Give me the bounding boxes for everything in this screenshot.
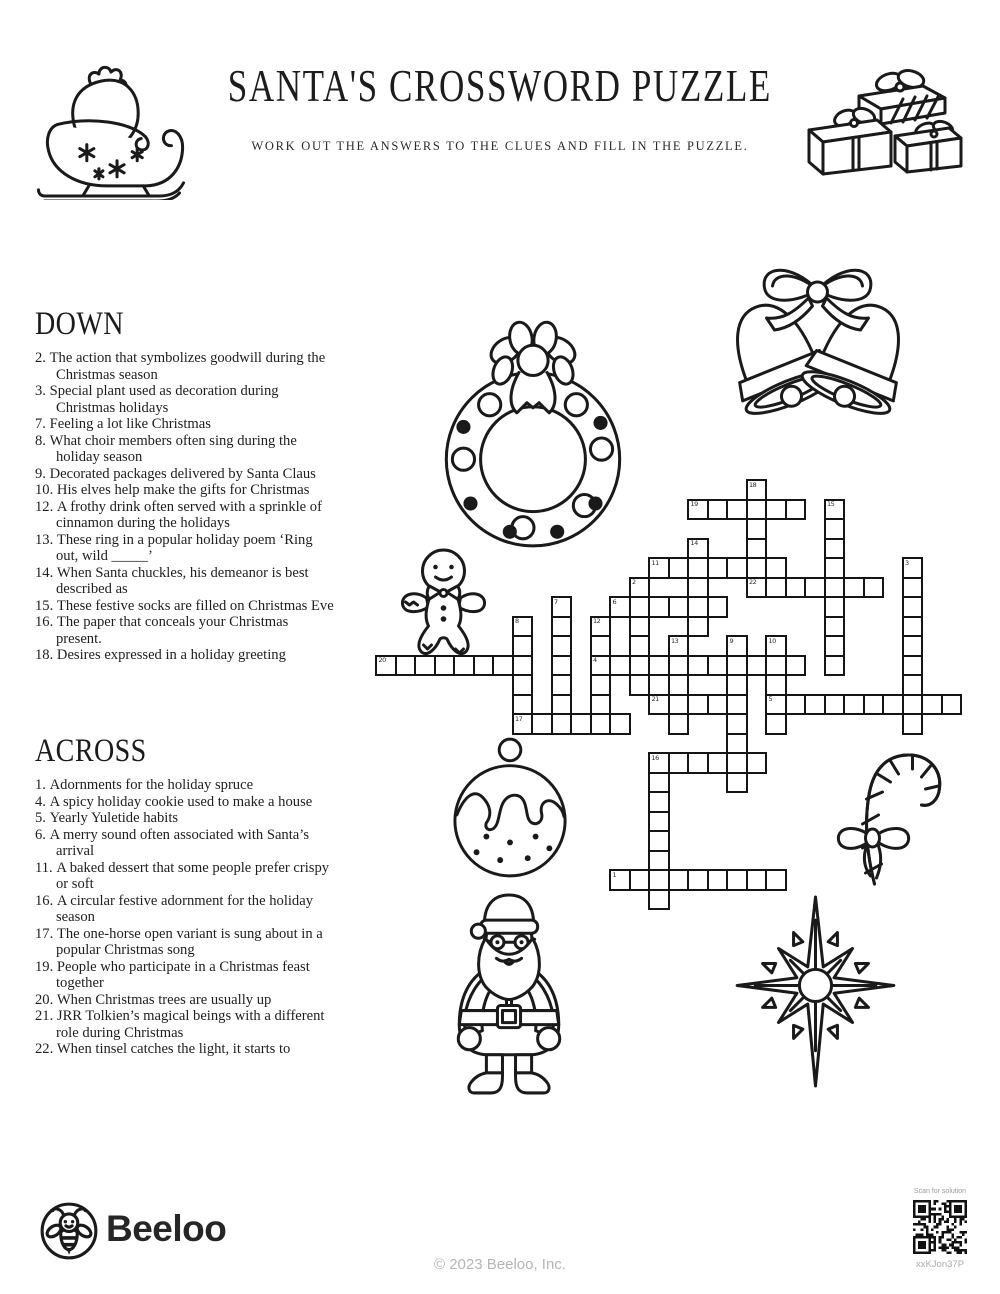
grid-cell[interactable] (492, 655, 514, 677)
grid-cell[interactable] (707, 694, 729, 716)
grid-cell[interactable] (668, 655, 690, 677)
clue-number: 15. (35, 597, 54, 614)
gingerbread-man-icon (393, 546, 494, 658)
grid-cell[interactable] (726, 674, 748, 696)
grid-cell[interactable] (590, 713, 612, 735)
grid-cell[interactable] (609, 596, 631, 618)
grid-cell[interactable] (746, 518, 768, 540)
grid-cell[interactable] (629, 616, 651, 638)
cell-number: 22 (749, 578, 757, 586)
wreath-icon (417, 308, 649, 562)
grid-cell[interactable] (590, 635, 612, 657)
clue-number: 10. (35, 482, 54, 498)
clue-item: 20. When Christmas trees are usually up (35, 991, 272, 1008)
grid-cell[interactable] (785, 694, 807, 716)
grid-cell[interactable] (726, 752, 748, 774)
grid-cell[interactable] (590, 674, 612, 696)
grid-cell[interactable] (765, 655, 787, 677)
grid-cell[interactable] (512, 694, 534, 716)
grid-cell[interactable] (648, 830, 670, 852)
grid-cell[interactable] (687, 577, 709, 599)
grid-cell[interactable] (726, 772, 748, 794)
grid-cell[interactable] (941, 694, 963, 716)
grid-cell[interactable] (902, 713, 924, 735)
grid-cell[interactable] (765, 635, 787, 657)
clue-number: 3. (35, 383, 46, 399)
grid-cell[interactable] (863, 577, 885, 599)
clue-number: 11. (35, 859, 53, 876)
grid-cell[interactable] (765, 557, 787, 579)
cell-number: 10 (768, 636, 776, 645)
down-heading: DOWN (35, 306, 124, 342)
grid-cell[interactable] (726, 499, 748, 521)
grid-cell[interactable] (824, 694, 846, 716)
grid-cell[interactable] (629, 655, 651, 677)
clue-number: 17. (35, 925, 54, 942)
cell-number: 7 (554, 597, 558, 606)
grid-cell[interactable] (746, 655, 768, 677)
cell-number: 12 (593, 617, 601, 625)
cell-number: 19 (690, 500, 698, 508)
page-title: SANTA'S CROSSWORD PUZZLE (227, 61, 773, 111)
grid-cell[interactable] (648, 655, 670, 677)
grid-cell[interactable] (648, 889, 670, 911)
ornament-icon (449, 732, 572, 882)
grid-cell[interactable] (551, 635, 573, 657)
grid-cell[interactable] (726, 694, 748, 716)
grid-cell[interactable] (609, 869, 631, 891)
cell-number: 6 (612, 597, 617, 606)
grid-cell[interactable] (726, 733, 748, 755)
down-clues-section (35, 306, 337, 664)
across-clue-list (35, 777, 337, 1058)
beeloo-bee-logo (38, 1200, 100, 1262)
cell-number: 1 (612, 870, 617, 879)
grid-cell[interactable] (609, 655, 631, 677)
grid-cell[interactable] (687, 499, 709, 521)
grid-cell[interactable] (882, 694, 904, 716)
grid-cell[interactable] (551, 674, 573, 696)
cell-number: 17 (515, 714, 523, 723)
cell-number: 4 (593, 656, 597, 664)
grid-cell[interactable] (785, 655, 807, 677)
clue-item: 1. Adornments for the holiday spruce (35, 777, 254, 793)
grid-cell[interactable] (765, 577, 787, 599)
grid-cell[interactable] (902, 635, 924, 657)
clue-item: 15. These festive socks are filled on Christmas Eve (35, 597, 334, 614)
cell-number: 3 (905, 558, 909, 567)
cell-number: 13 (671, 636, 679, 645)
candy-cane-icon (820, 736, 966, 898)
clue-item: 6. A merry sound often associated with Santa’s arrival (35, 826, 309, 859)
grid-cell[interactable] (668, 713, 690, 735)
grid-cell[interactable] (726, 635, 748, 657)
grid-cell[interactable] (687, 869, 709, 891)
clue-number: 12. (35, 498, 54, 515)
clue-item: 13. These ring in a popular holiday poem ‘Ring out, wild _____’ (35, 531, 313, 564)
copyright-text: © 2023 Beeloo, Inc. (434, 1256, 566, 1273)
cell-number: 5 (768, 695, 773, 703)
grid-cell[interactable] (707, 596, 729, 618)
clue-number: 22. (35, 1041, 54, 1057)
clue-number: 8. (35, 432, 46, 449)
grid-cell[interactable] (843, 694, 865, 716)
clue-number: 7. (35, 416, 46, 432)
grid-cell[interactable] (804, 694, 826, 716)
clue-number: 18. (35, 647, 54, 663)
across-clues-section (35, 733, 337, 1058)
grid-cell[interactable] (648, 811, 670, 833)
grid-cell[interactable] (824, 557, 846, 579)
grid-cell[interactable] (512, 674, 534, 696)
grid-cell[interactable] (765, 499, 787, 521)
jingle-bells-icon (690, 244, 946, 466)
star-of-bethlehem-icon (725, 890, 906, 1093)
grid-cell[interactable] (668, 596, 690, 618)
grid-cell[interactable] (804, 577, 826, 599)
grid-cell[interactable] (902, 674, 924, 696)
grid-cell[interactable] (902, 655, 924, 677)
down-clue-list (35, 350, 337, 664)
clue-number: 2. (35, 350, 46, 366)
grid-cell[interactable] (746, 557, 768, 579)
grid-cell[interactable] (765, 674, 787, 696)
santa-icon (436, 890, 582, 1106)
grid-cell[interactable] (687, 596, 709, 618)
grid-cell[interactable] (687, 538, 709, 560)
clue-number: 4. (35, 793, 46, 810)
grid-cell[interactable] (551, 694, 573, 716)
qr-code-id: xxKJon37P (915, 1259, 965, 1270)
cell-number: 11 (651, 558, 659, 567)
grid-cell[interactable] (785, 577, 807, 599)
grid-cell[interactable] (551, 596, 573, 618)
grid-cell[interactable] (707, 752, 729, 774)
cell-number: 14 (690, 539, 698, 547)
grid-cell[interactable] (765, 694, 787, 716)
grid-cell[interactable] (765, 869, 787, 891)
grid-cell[interactable] (726, 869, 748, 891)
clue-item: 9. Decorated packages delivered by Santa Claus (35, 465, 316, 482)
grid-cell[interactable] (707, 499, 729, 521)
page-subtitle: WORK OUT THE ANSWERS TO THE CLUES AND FILL IN THE PUZZLE. (251, 139, 749, 153)
grid-cell[interactable] (687, 616, 709, 638)
grid-cell[interactable] (843, 577, 865, 599)
cell-number: 8 (515, 617, 519, 625)
grid-cell[interactable] (629, 869, 651, 891)
clue-item: 11. A baked dessert that some people prefer crispy or soft (35, 859, 330, 892)
clue-item: 19. People who participate in a Christmas feast together (35, 958, 310, 991)
grid-cell[interactable] (687, 655, 709, 677)
clue-item: 3. Special plant used as decoration during Christmas holidays (35, 383, 279, 416)
gift-boxes-icon (797, 66, 967, 178)
grid-cell[interactable] (609, 713, 631, 735)
cell-number: 9 (729, 636, 734, 645)
clue-item: 14. When Santa chuckles, his demeanor is best described as (35, 564, 309, 597)
grid-cell[interactable] (707, 655, 729, 677)
cell-number: 21 (651, 695, 659, 703)
clue-number: 5. (35, 810, 46, 826)
clue-number: 14. (35, 564, 54, 581)
clue-number: 9. (35, 465, 46, 482)
grid-cell[interactable] (570, 713, 592, 735)
clue-number: 1. (35, 777, 46, 793)
clue-item: 7. Feeling a lot like Christmas (35, 416, 211, 432)
grid-cell[interactable] (668, 752, 690, 774)
grid-cell[interactable] (921, 694, 943, 716)
grid-cell[interactable] (590, 655, 612, 677)
grid-cell[interactable] (590, 616, 612, 638)
clue-item: 22. When tinsel catches the light, it starts to (35, 1041, 291, 1057)
grid-cell[interactable] (824, 655, 846, 677)
grid-cell[interactable] (824, 577, 846, 599)
cell-number: 15 (827, 500, 835, 508)
grid-cell[interactable] (648, 694, 670, 716)
clue-number: 6. (35, 826, 46, 843)
qr-scan-label: Scan for solution (913, 1188, 967, 1195)
grid-cell[interactable] (668, 674, 690, 696)
grid-cell[interactable] (648, 596, 670, 618)
clue-item: 17. The one-horse open variant is sung about in a popular Christmas song (35, 925, 323, 958)
grid-cell[interactable] (687, 694, 709, 716)
grid-cell[interactable] (648, 772, 670, 794)
grid-cell[interactable] (687, 752, 709, 774)
grid-cell[interactable] (629, 577, 651, 599)
clue-item: 10. His elves help make the gifts for Christmas (35, 482, 310, 498)
grid-cell[interactable] (824, 538, 846, 560)
grid-cell[interactable] (824, 518, 846, 540)
grid-cell[interactable] (726, 713, 748, 735)
grid-cell[interactable] (551, 616, 573, 638)
clue-number: 16. (35, 614, 54, 630)
grid-cell[interactable] (629, 674, 651, 696)
grid-cell[interactable] (629, 596, 651, 618)
qr-code (913, 1200, 967, 1254)
grid-cell[interactable] (902, 557, 924, 579)
grid-cell[interactable] (707, 869, 729, 891)
grid-cell[interactable] (512, 616, 534, 638)
grid-cell[interactable] (687, 557, 709, 579)
clue-item: 21. JRR Tolkien’s magical beings with a different role during Christmas (35, 1008, 325, 1041)
grid-cell[interactable] (648, 791, 670, 813)
cell-number: 2 (632, 578, 636, 586)
grid-cell[interactable] (668, 635, 690, 657)
grid-cell[interactable] (746, 538, 768, 560)
grid-cell[interactable] (746, 869, 768, 891)
clue-number: 13. (35, 531, 54, 548)
cell-number: 20 (378, 656, 386, 664)
grid-cell[interactable] (824, 596, 846, 618)
clue-number: 20. (35, 991, 54, 1008)
clue-number: 16. (35, 892, 54, 909)
clue-number: 19. (35, 958, 54, 975)
grid-cell[interactable] (668, 557, 690, 579)
grid-cell[interactable] (590, 694, 612, 716)
grid-cell[interactable] (824, 616, 846, 638)
grid-cell[interactable] (746, 499, 768, 521)
grid-cell[interactable] (726, 655, 748, 677)
cell-number: 18 (749, 480, 757, 489)
grid-cell[interactable] (648, 850, 670, 872)
grid-cell[interactable] (512, 655, 534, 677)
clue-number: 21. (35, 1008, 54, 1024)
grid-cell[interactable] (629, 635, 651, 657)
grid-cell[interactable] (902, 577, 924, 599)
grid-cell[interactable] (765, 713, 787, 735)
grid-cell[interactable] (551, 655, 573, 677)
grid-cell[interactable] (824, 635, 846, 657)
grid-cell[interactable] (824, 499, 846, 521)
grid-cell[interactable] (902, 596, 924, 618)
grid-cell[interactable] (648, 557, 670, 579)
grid-cell[interactable] (707, 557, 729, 579)
grid-cell[interactable] (746, 479, 768, 501)
clue-item: 18. Desires expressed in a holiday greeting (35, 647, 286, 663)
clue-item: 16. A circular festive adornment for the holiday season (35, 892, 314, 925)
clue-item: 8. What choir members often sing during the holiday season (35, 432, 297, 465)
brand-name: Beeloo (106, 1208, 227, 1249)
grid-cell[interactable] (863, 694, 885, 716)
clue-item: 2. The action that symbolizes goodwill during the Christmas season (35, 350, 326, 383)
grid-cell[interactable] (648, 752, 670, 774)
grid-cell[interactable] (668, 694, 690, 716)
grid-cell[interactable] (668, 869, 690, 891)
grid-cell[interactable] (512, 635, 534, 657)
across-heading: ACROSS (35, 733, 147, 769)
grid-cell[interactable] (746, 752, 768, 774)
clue-item: 4. A spicy holiday cookie used to make a house (35, 793, 313, 810)
clue-item: 12. A frothy drink often served with a sprinkle of cinnamon during the holidays (35, 498, 322, 531)
clue-item: 16. The paper that conceals your Christmas present. (35, 614, 289, 647)
grid-cell[interactable] (785, 499, 807, 521)
grid-cell[interactable] (902, 694, 924, 716)
grid-cell[interactable] (726, 557, 748, 579)
grid-cell[interactable] (648, 869, 670, 891)
grid-cell[interactable] (902, 616, 924, 638)
cell-number: 16 (651, 753, 659, 762)
clue-item: 5. Yearly Yuletide habits (35, 810, 179, 826)
grid-cell[interactable] (746, 577, 768, 599)
